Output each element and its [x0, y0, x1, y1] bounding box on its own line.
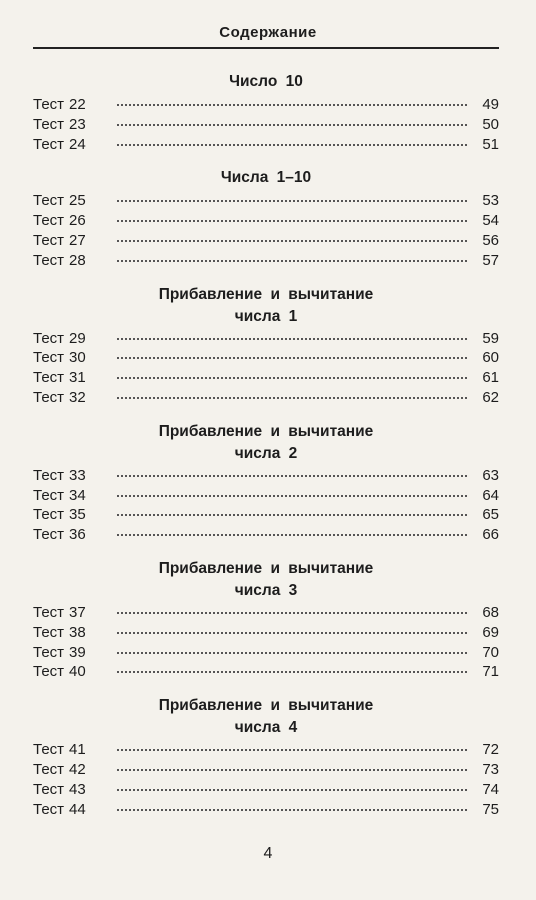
entry-page-number: 65 [482, 506, 499, 524]
toc-entry[interactable] [33, 603, 499, 623]
entry-test-number: 44 [69, 800, 86, 818]
entry-page-number: 59 [482, 329, 499, 347]
toc-entry[interactable] [33, 643, 499, 663]
entry-list [33, 466, 499, 545]
toc-entry[interactable] [33, 95, 499, 115]
entry-page-number: 49 [482, 96, 499, 113]
entry-label: Тест [33, 349, 65, 367]
entry-test-number: 30 [69, 349, 86, 367]
dot-leader [117, 514, 467, 516]
dot-leader [117, 397, 467, 399]
toc-entry[interactable] [33, 623, 499, 643]
section-title: Число 10 [229, 73, 303, 90]
entry-page-number: 53 [482, 192, 499, 210]
entry-test-number: 37 [69, 603, 86, 621]
dot-leader [117, 124, 467, 126]
entry-label: Тест [33, 115, 65, 133]
toc-entry[interactable] [33, 135, 499, 155]
table-of-contents [33, 66, 499, 833]
entry-page-number: 51 [482, 135, 499, 153]
entry-label: Тест [33, 192, 65, 210]
entry-label: Тест [33, 486, 65, 504]
entry-label: Тест [33, 135, 65, 153]
entry-page-number: 72 [482, 741, 499, 759]
entry-page-number: 54 [482, 212, 499, 230]
toc-entry[interactable] [33, 211, 499, 231]
entry-page-number: 64 [482, 486, 499, 504]
entry-label: Тест [33, 603, 65, 621]
entry-test-number: 41 [69, 741, 86, 759]
dot-leader [117, 789, 467, 791]
toc-section [33, 168, 499, 270]
page-title: Содержание [219, 24, 317, 41]
entry-label: Тест [33, 251, 65, 269]
toc-entry[interactable] [33, 368, 499, 388]
entry-test-number: 32 [69, 388, 86, 406]
entry-test-number: 33 [69, 466, 86, 484]
entry-label: Тест [33, 329, 65, 347]
entry-label: Тест [33, 643, 65, 661]
toc-entry[interactable] [33, 231, 499, 251]
entry-label: Тест [33, 780, 65, 798]
entry-page-number: 71 [482, 663, 499, 681]
entry-test-number: 24 [69, 135, 86, 153]
entry-test-number: 31 [69, 369, 86, 387]
entry-page-number: 66 [482, 526, 499, 544]
toc-section [33, 696, 499, 819]
toc-entry[interactable] [33, 525, 499, 545]
dot-leader [117, 240, 467, 242]
entry-label: Тест [33, 663, 65, 681]
entry-page-number: 69 [482, 623, 499, 641]
entry-list [33, 191, 499, 270]
entry-test-number: 39 [69, 643, 86, 661]
toc-entry[interactable] [33, 115, 499, 135]
entry-page-number: 62 [482, 388, 499, 406]
dot-leader [117, 749, 467, 751]
dot-leader [117, 652, 467, 654]
toc-entry[interactable] [33, 388, 499, 408]
dot-leader [117, 357, 467, 359]
entry-label: Тест [33, 526, 65, 544]
entry-test-number: 42 [69, 760, 86, 778]
dot-leader [117, 769, 467, 771]
section-title: Числа 1–10 [220, 169, 312, 187]
toc-entry[interactable] [33, 662, 499, 682]
header-divider [33, 47, 499, 49]
dot-leader [117, 495, 467, 497]
entry-test-number: 27 [69, 231, 86, 249]
entry-list [33, 740, 499, 819]
dot-leader [117, 809, 467, 811]
entry-test-number: 25 [69, 192, 86, 210]
entry-list [33, 603, 499, 682]
toc-entry[interactable] [33, 780, 499, 800]
toc-entry[interactable] [33, 486, 499, 506]
entry-page-number: 61 [482, 369, 499, 387]
entry-label: Тест [33, 760, 65, 778]
section-title: Прибавление и вычитание [158, 285, 374, 303]
dot-leader [117, 671, 467, 673]
dot-leader [117, 534, 467, 536]
toc-entry[interactable] [33, 466, 499, 486]
entry-test-number: 23 [69, 115, 86, 133]
section-title: числа 1 [234, 307, 298, 325]
dot-leader [117, 338, 467, 340]
section-title: Прибавление и вычитание [158, 559, 374, 577]
dot-leader [117, 200, 467, 202]
dot-leader [117, 475, 467, 477]
entry-label: Тест [33, 212, 65, 230]
page-number: 4 [263, 845, 273, 862]
dot-leader [117, 144, 467, 146]
entry-test-number: 35 [69, 506, 86, 524]
dot-leader [117, 260, 467, 262]
entry-test-number: 38 [69, 623, 86, 641]
entry-label: Тест [33, 388, 65, 406]
toc-entry[interactable] [33, 505, 499, 525]
toc-entry[interactable] [33, 329, 499, 349]
entry-label: Тест [33, 231, 65, 249]
entry-label: Тест [33, 741, 65, 759]
entry-label: Тест [33, 369, 65, 387]
section-title: Прибавление и вычитание [158, 697, 374, 715]
section-title: Прибавление и вычитание [158, 422, 374, 440]
toc-entry[interactable] [33, 191, 499, 211]
toc-section [33, 285, 499, 408]
entry-list [33, 329, 499, 408]
toc-entry[interactable] [33, 740, 499, 760]
entry-page-number: 73 [482, 760, 499, 778]
entry-label: Тест [33, 466, 65, 484]
toc-entry[interactable] [33, 760, 499, 780]
entry-page-number: 74 [482, 780, 499, 798]
toc-section [33, 72, 499, 154]
toc-entry[interactable] [33, 348, 499, 368]
toc-entry[interactable] [33, 800, 499, 820]
entry-page-number: 70 [482, 643, 499, 661]
dot-leader [117, 104, 467, 106]
toc-section [33, 422, 499, 545]
entry-label: Тест [33, 96, 65, 113]
entry-page-number: 75 [482, 800, 499, 818]
section-title: числа 3 [234, 581, 298, 599]
entry-test-number: 29 [69, 329, 86, 347]
dot-leader [117, 632, 467, 634]
dot-leader [117, 377, 467, 379]
entry-label: Тест [33, 623, 65, 641]
section-title: числа 4 [234, 719, 298, 737]
section-title: числа 2 [234, 444, 298, 462]
dot-leader [117, 612, 467, 614]
entry-label: Тест [33, 800, 65, 818]
entry-list [33, 95, 499, 154]
toc-entry[interactable] [33, 251, 499, 271]
entry-test-number: 36 [69, 526, 86, 544]
entry-page-number: 50 [482, 115, 499, 133]
entry-page-number: 60 [482, 349, 499, 367]
entry-page-number: 57 [482, 251, 499, 269]
entry-page-number: 56 [482, 231, 499, 249]
entry-page-number: 63 [482, 466, 499, 484]
entry-test-number: 26 [69, 212, 86, 230]
entry-label: Тест [33, 506, 65, 524]
entry-test-number: 22 [69, 96, 86, 113]
toc-section [33, 559, 499, 682]
entry-page-number: 68 [482, 603, 499, 621]
entry-test-number: 34 [69, 486, 86, 504]
entry-test-number: 28 [69, 251, 86, 269]
entry-test-number: 43 [69, 780, 86, 798]
entry-test-number: 40 [69, 663, 86, 681]
dot-leader [117, 220, 467, 222]
